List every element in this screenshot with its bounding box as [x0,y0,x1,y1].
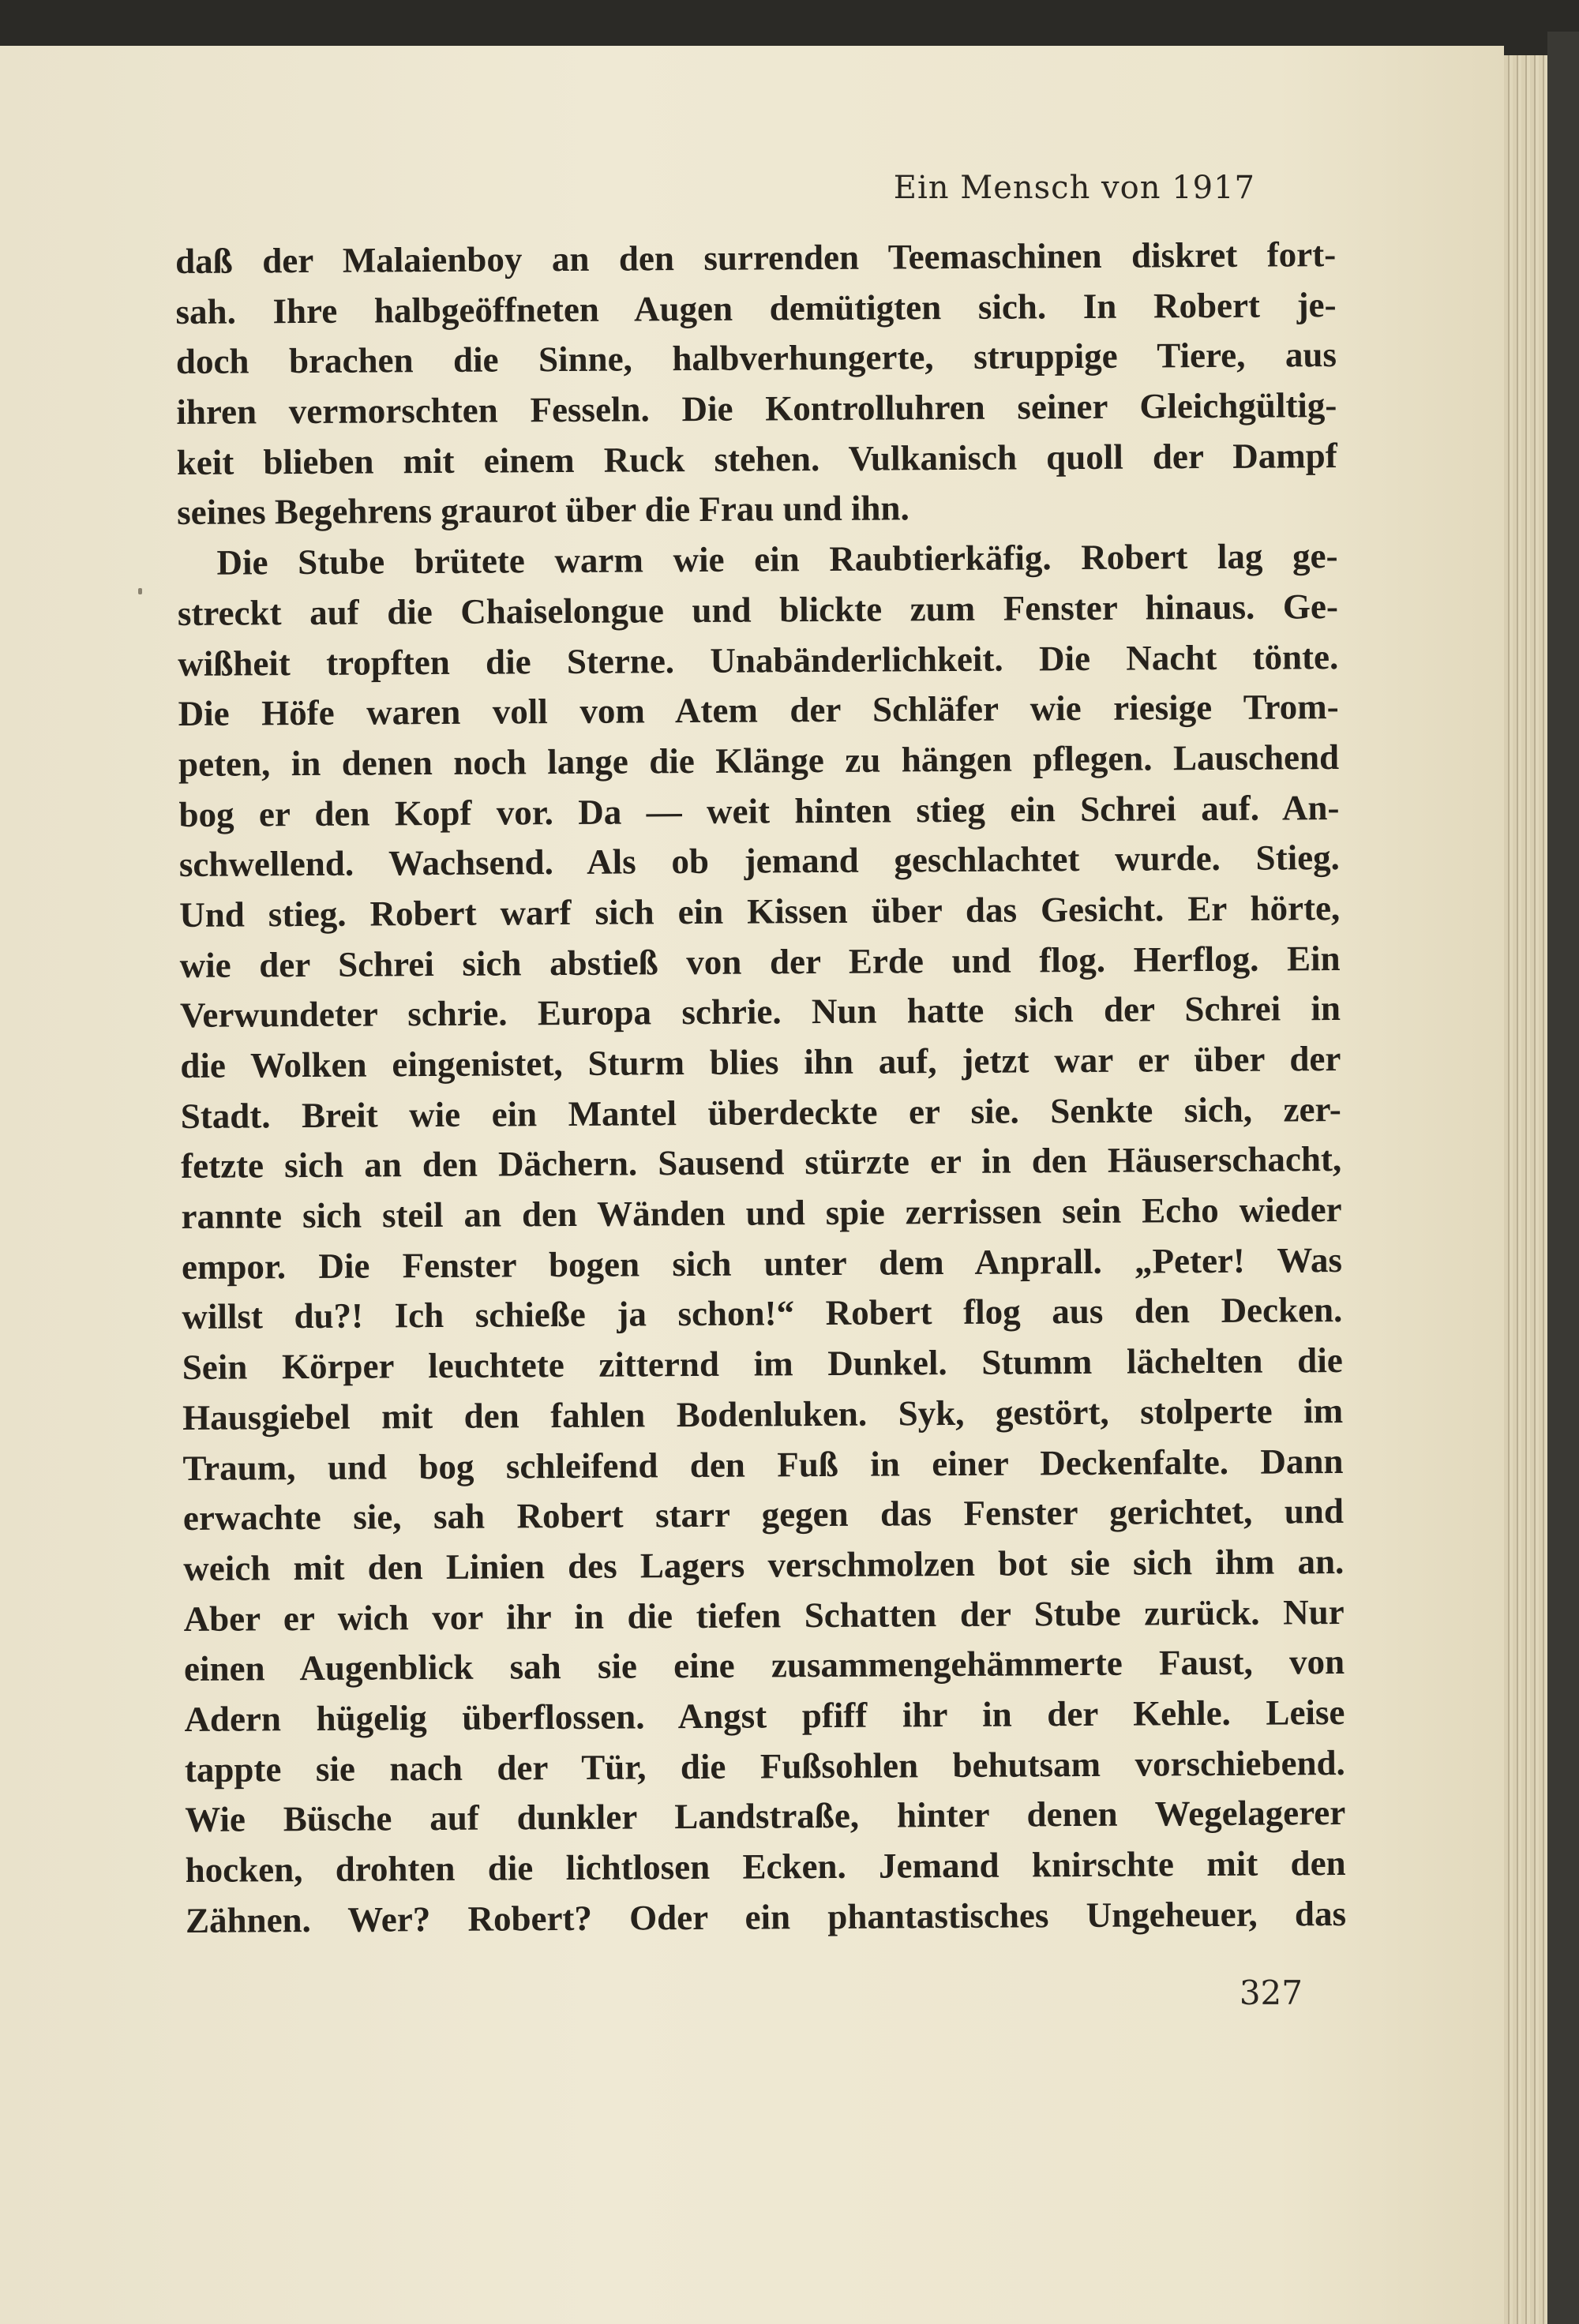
text-line: peten, in denen noch lange die Klänge zu hängen pflegen. Lauschend [178,737,1340,784]
text-line: Verwundeter schrie. Europa schrie. Nun hatte sich der Schrei in [179,988,1341,1036]
text-line: hocken, drohten die lichtlosen Ecken. Jemand knirschte mit den [185,1842,1346,1890]
text-line: Traum, und bog schleifend den Fuß in einer Deckenfalte. Dann [182,1441,1344,1488]
text-line: Stadt. Breit wie ein Mantel überdeckte er sie. Senkte sich, zer- [180,1089,1341,1136]
text-line: willst du?! Ich schieße ja schon!“ Robert flog aus den Decken. [182,1290,1343,1337]
text-line: Sein Körper leuchtete zitternd im Dunkel. Stumm lächelten die [182,1340,1343,1388]
body-text [175,230,1346,1946]
text-line: Adern hügelig überflossen. Angst pfiff ihr in der Kehle. Leise [184,1692,1345,1739]
text-line: sah. Ihre halbgeöffneten Augen demütigten sich. In Robert je- [175,284,1337,332]
page-edges [1504,55,1547,2324]
text-line: Aber er wich vor ihr in die tiefen Schatten der Stube zurück. Nur [183,1591,1345,1639]
text-line: ihren vermorschten Fesseln. Die Kontrolluhren seiner Gleichgültig- [176,385,1337,433]
text-line: einen Augenblick sah sie eine zusammengehämmerte Faust, von [183,1642,1345,1689]
text-line: Zähnen. Wer? Robert? Oder ein phantastisches Ungeheuer, das [185,1893,1347,1940]
text-line: streckt auf die Chaiselongue und blickte zum Fenster hinaus. Ge- [177,586,1339,633]
text-line: bog er den Kopf vor. Da — weit hinten stieg ein Schrei auf. An- [178,787,1340,834]
text-line: seines Begehrens graurot über die Frau und ihn. [176,488,910,533]
text-line: daß der Malaienboy an den surrenden Teemaschinen diskret fort- [175,234,1337,281]
text-line: wie der Schrei sich abstieß von der Erde und flog. Herflog. Ein [179,938,1341,985]
page-number: 327 [1239,1974,1303,2012]
text-line: fetzte sich an den Dächern. Sausend stürzte er in den Häuserschacht, [181,1139,1342,1186]
text-line: wißheit tropften die Sterne. Unabänderlichkeit. Die Nacht tönte. [178,636,1339,684]
text-line: weich mit den Linien des Lagers verschmolzen bot sie sich ihm an. [183,1541,1345,1588]
text-line: tappte sie nach der Tür, die Fußsohlen behutsam vorschiebend. [184,1742,1345,1790]
text-line: keit blieben mit einem Ruck stehen. Vulkanisch quoll der Dampf [176,435,1337,482]
book-cover-edge [1547,32,1579,2324]
text-line: schwellend. Wachsend. Als ob jemand geschlachtet wurde. Stieg. [178,838,1340,885]
text-line: Und stieg. Robert warf sich ein Kissen über das Gesicht. Er hörte, [179,887,1341,935]
text-line: Wie Büsche auf dunkler Landstraße, hinter denen Wegelagerer [185,1793,1346,1840]
text-line: doch brachen die Sinne, halbverhungerte, struppige Tiere, aus [175,335,1337,382]
text-line: die Wolken eingenistet, Sturm blies ihn auf, jetzt war er über der [180,1039,1341,1085]
text-line: Die Stube brütete warm wie ein Raubtierkäfig. Robert lag ge- [216,536,1338,583]
text-line: rannte sich steil an den Wänden und spie zerrissen sein Echo wieder [181,1190,1342,1237]
text-line: Hausgiebel mit den fahlen Bodenluken. Syk, gestört, stolperte im [182,1390,1344,1438]
text-line: erwachte sie, sah Robert starr gegen das Fenster gerichtet, und [182,1491,1345,1539]
text-line: Die Höfe waren voll vom Atem der Schläfer wie riesige Trom- [178,687,1339,734]
running-head: Ein Mensch von 1917 [893,170,1255,206]
text-line: empor. Die Fenster bogen sich unter dem Anprall. „Peter! Was [181,1239,1343,1287]
margin-mark [138,588,142,594]
